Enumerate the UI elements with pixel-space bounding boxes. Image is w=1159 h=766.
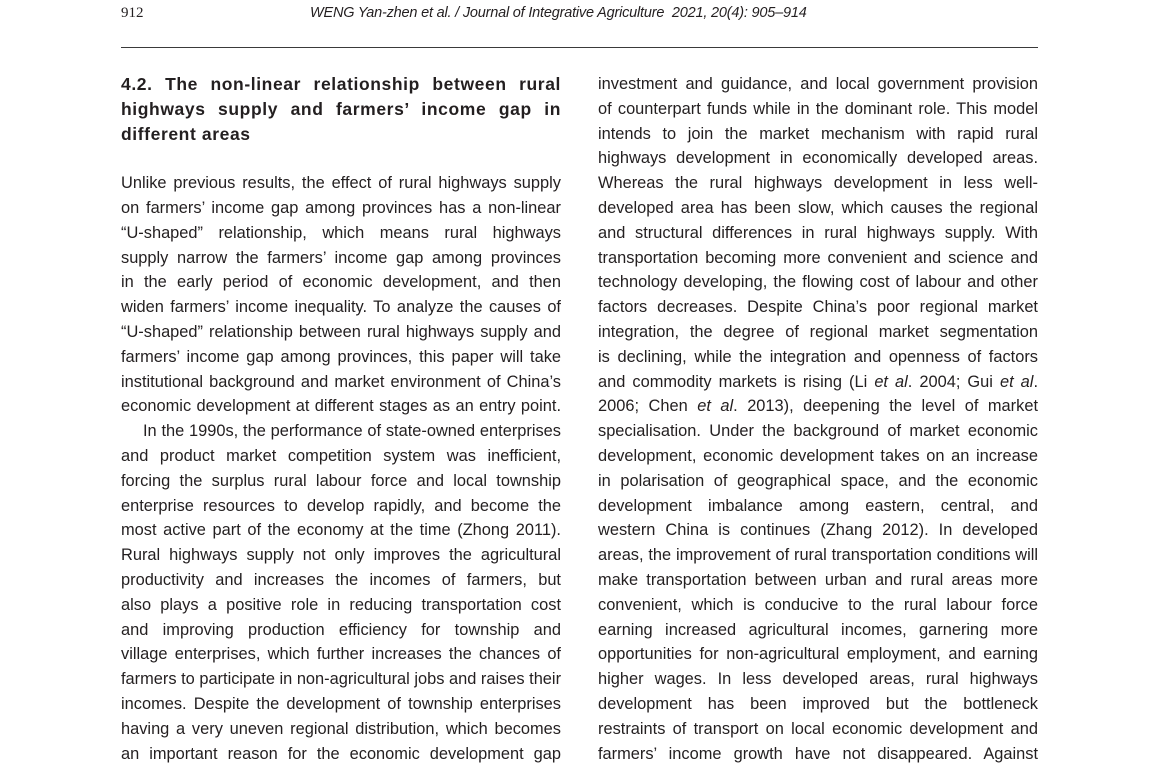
text-line: farmers to participate in non-agricultural jobs and raises their: [121, 670, 562, 689]
text-line: forcing the surplus rural labour force and local township: [121, 471, 561, 490]
text-line: having a very uneven regional distribution, which becomes: [121, 719, 561, 738]
text-line: in the early period of economic development, and then: [121, 273, 561, 292]
text-line: make transportation between urban and rural areas more: [598, 570, 1038, 589]
text-line: integration, the degree of regional market segmentation: [598, 322, 1038, 341]
text-run: .: [1033, 372, 1038, 391]
et-al-italic: et al: [999, 372, 1034, 391]
text-line: “U-shaped” relationship, which means rural highways: [121, 223, 561, 242]
text-line: intends to join the market mechanism with rapid rural: [598, 124, 1038, 143]
left-column: [121, 72, 561, 766]
text-line: restraints of transport on local economic development and: [598, 719, 1038, 738]
journal-citation: WENG Yan-zhen et al. / Journal of Integrative Agriculture 2021, 20(4): 905–914: [310, 5, 807, 21]
text-run: 2006; Chen: [598, 397, 698, 416]
section-heading: 4.2. The non-linear relationship between rural highways supply and farmers’ income gap in different areas: [121, 74, 561, 144]
text-line: investment and guidance, and local government provision: [598, 75, 1038, 93]
text-line: village enterprises, which further increases the chances of: [121, 645, 561, 664]
text-line: “U-shaped” relationship between rural highways supply and: [121, 322, 561, 341]
text-run: and commodity markets is rising (Li: [598, 372, 875, 391]
text-line: areas, the improvement of rural transportation conditions will: [598, 546, 1038, 565]
text-line: widen farmers’ income inequality. To analyze the causes of: [121, 298, 561, 317]
text-line: technology developing, the flowing cost of labour and other: [598, 273, 1038, 292]
text-line: and structural differences in rural highways supply. With: [598, 223, 1038, 242]
text-line: factors decreases. Despite China’s poor regional market: [598, 298, 1038, 317]
text-line: in polarisation of geographical space, and the economic: [598, 471, 1038, 490]
text-run: . 2004; Gui: [907, 372, 1000, 391]
text-line: western China is continues (Zhang 2012). In developed: [598, 521, 1038, 540]
header-rule: [121, 47, 1038, 48]
text-line: economic development at different stages as an entry point.: [121, 397, 561, 416]
et-al-italic: et al: [874, 372, 908, 391]
text-line: most active part of the economy at the time (Zhong 2011).: [121, 521, 561, 540]
text-line: development has been improved but the bottleneck: [598, 694, 1038, 713]
text-line: specialisation. Under the background of market economic: [598, 422, 1038, 441]
text-line: enterprise resources to develop rapidly, and become the: [121, 496, 561, 515]
text-line: Whereas the rural highways development in less well-: [598, 174, 1038, 193]
text-line: farmers’ income growth have not disappeared. Against: [598, 744, 1038, 763]
text-line: higher wages. In less developed areas, rural highways: [598, 670, 1038, 689]
text-line: opportunities for non-agricultural employment, and earning: [598, 645, 1038, 664]
et-al-italic: et al: [697, 397, 734, 416]
text-line: of counterpart funds while in the dominant role. This model: [598, 99, 1038, 118]
text-line: convenient, which is conducive to the rural labour force: [598, 595, 1038, 614]
text-line: and product market competition system was inefficient,: [121, 446, 561, 465]
paragraph-1: [121, 171, 561, 419]
text-line: incomes. Despite the development of township enterprises: [121, 694, 561, 713]
text-line: institutional background and market environment of China’s: [121, 372, 561, 391]
text-line: Unlike previous results, the effect of rural highways supply: [121, 174, 561, 193]
text-line: earning increased agricultural incomes, garnering more: [598, 620, 1038, 639]
text-line: development, economic development takes on an increase: [598, 446, 1038, 465]
text-line: highways development in economically developed areas.: [598, 149, 1038, 168]
text-line: Rural highways supply not only improves the agricultural: [121, 546, 561, 565]
text-line: supply narrow the farmers’ income gap among provinces: [121, 248, 561, 267]
text-line-with-citation: [598, 394, 1038, 419]
text-line: and improving production efficiency for township and: [121, 620, 561, 639]
text-line: farmers’ income gap among provinces, this paper will take: [121, 347, 561, 366]
paragraph-2: [121, 419, 561, 766]
text-line: is declining, while the integration and openness of factors: [598, 347, 1038, 366]
text-line-with-citation: [598, 370, 1038, 395]
page-number: 912: [121, 5, 144, 21]
right-column: [598, 72, 1038, 766]
text-run: . 2013), deepening the level of market: [733, 397, 1038, 416]
text-line: transportation becoming more convenient and science and: [598, 248, 1038, 267]
running-head: [121, 5, 1038, 25]
text-line: developed area has been slow, which causes the regional: [598, 198, 1038, 217]
text-line: In the 1990s, the performance of state-owned enterprises: [143, 422, 561, 441]
text-line: on farmers’ income gap among provinces has a non-linear: [121, 198, 561, 217]
text-line: development imbalance among eastern, central, and: [598, 496, 1038, 515]
text-line: also plays a positive role in reducing transportation cost: [121, 595, 561, 614]
text-line: productivity and increases the incomes of farmers, but: [121, 570, 561, 589]
text-line: an important reason for the economic development gap: [121, 744, 561, 763]
